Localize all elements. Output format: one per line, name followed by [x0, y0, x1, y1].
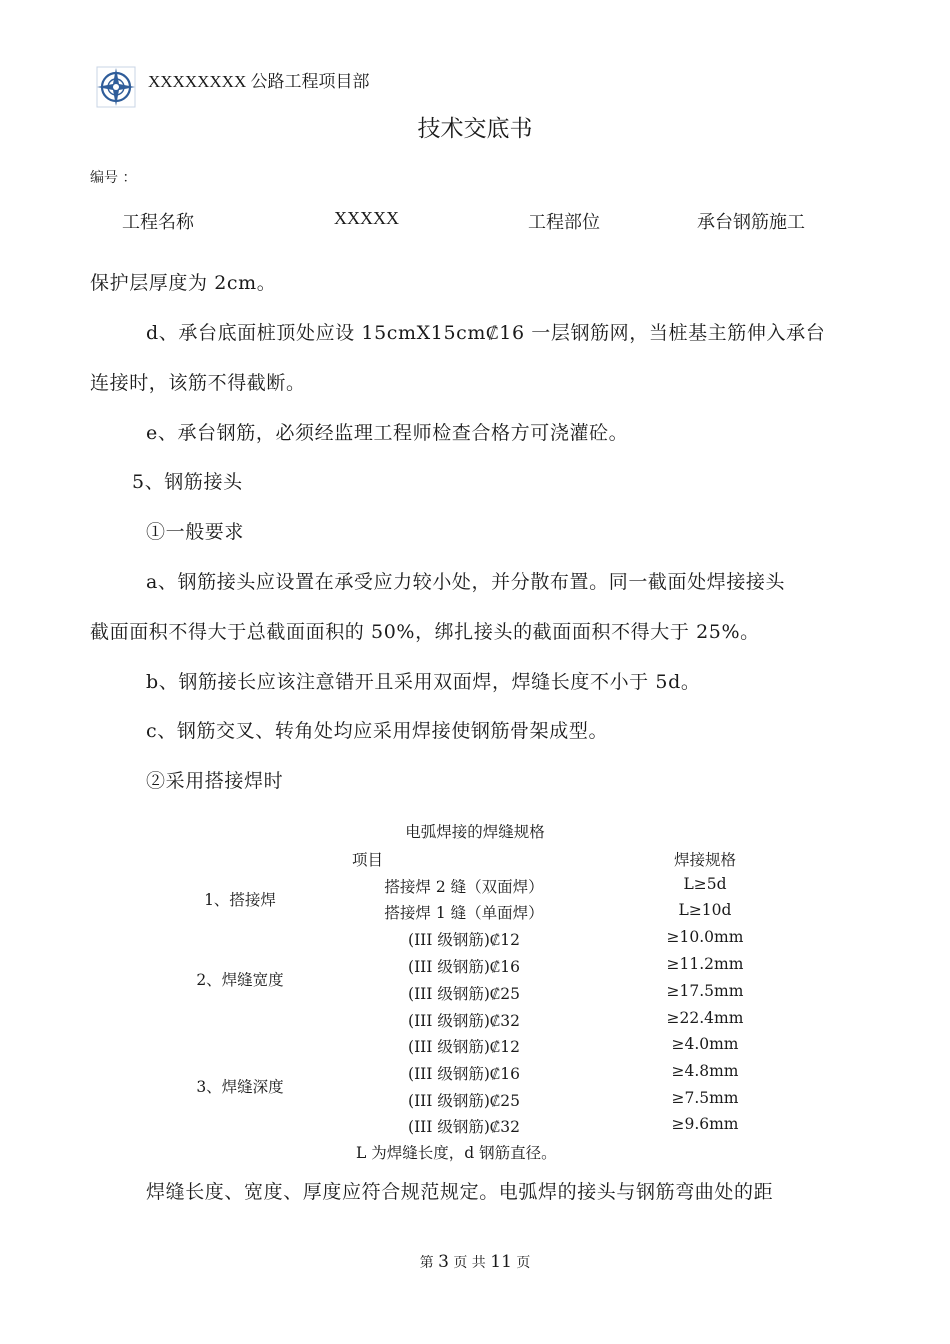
paragraph-e: e、承台钢筋，必须经监理工程师检查合格方可浇灌砼。 [146, 422, 629, 444]
table-cell-item: 搭接焊 2 缝（双面焊） [384, 878, 544, 896]
paragraph-a-line1: a、钢筋接头应设置在承受应力较小处，并分散布置。同一截面处焊接接头 [146, 571, 786, 593]
table-cell-spec: ≥7.5mm [671, 1089, 739, 1107]
page-footer [0, 1252, 950, 1272]
footer-suffix: 页 [516, 1255, 531, 1271]
table-cell-spec: ≥9.6mm [671, 1115, 739, 1133]
table-cell-item: (III 级钢筋)₡16 [408, 958, 520, 976]
section-heading-5: 5、钢筋接头 [132, 471, 243, 493]
table-group-label: 2、焊缝宽度 [196, 971, 284, 989]
table-header-spec: 焊接规格 [673, 851, 736, 869]
footer-prefix: 第 [419, 1255, 434, 1271]
table-cell-item: 搭接焊 1 缝（单面焊） [384, 904, 544, 922]
org-name: XXXXXXXX 公路工程项目部 [148, 72, 370, 91]
paragraph-d-line1: d、承台底面桩顶处应设 15cmX15cm₡16 一层钢筋网，当桩基主筋伸入承台 [146, 322, 826, 344]
table-cell-item: (III 级钢筋)₡32 [408, 1118, 520, 1136]
table-cell-spec: ≥17.5mm [666, 982, 744, 1000]
table-cell-item: (III 级钢筋)₡32 [408, 1012, 520, 1030]
table-cell-spec: L≥10d [678, 901, 732, 919]
document-title: 技术交底书 [417, 116, 533, 142]
company-logo [96, 66, 136, 108]
footer-mid: 页 共 [453, 1255, 486, 1271]
table-cell-spec: ≥11.2mm [666, 955, 744, 973]
current-page-number: 3 [438, 1252, 449, 1272]
table-cell-item: (III 级钢筋)₡12 [408, 1038, 520, 1056]
paragraph-cover-thickness: 保护层厚度为 2cm。 [90, 272, 277, 294]
table-cell-item: (III 级钢筋)₡16 [408, 1065, 520, 1083]
serial-number-label: 编号 ： [90, 170, 137, 186]
table-cell-spec: ≥4.0mm [671, 1035, 739, 1053]
table-cell-spec: ≥10.0mm [666, 928, 744, 946]
subheading-lap-weld: ②采用搭接焊时 [146, 770, 284, 792]
project-part-label: 工程部位 [528, 212, 600, 233]
table-caption: 电弧焊接的焊缝规格 [405, 823, 545, 841]
table-cell-item: (III 级钢筋)₡12 [408, 931, 520, 949]
table-cell-spec: L≥5d [683, 875, 727, 893]
subheading-general: ①一般要求 [146, 521, 245, 543]
table-note: L 为焊缝长度，d 钢筋直径。 [356, 1144, 557, 1162]
table-cell-item: (III 级钢筋)₡25 [408, 985, 520, 1003]
paragraph-b: b、钢筋接长应该注意错开且采用双面焊，焊缝长度不小于 5d。 [146, 671, 701, 693]
table-group-label: 3、焊缝深度 [196, 1078, 284, 1096]
table-cell-item: (III 级钢筋)₡25 [408, 1092, 520, 1110]
project-name-label: 工程名称 [122, 212, 194, 233]
paragraph-d-line2: 连接时，该筋不得截断。 [90, 372, 306, 394]
total-pages-number: 11 [490, 1252, 512, 1272]
table-group-label: 1、搭接焊 [204, 891, 276, 909]
table-cell-spec: ≥4.8mm [671, 1062, 739, 1080]
paragraph-a-line2: 截面面积不得大于总截面面积的 50%，绑扎接头的截面面积不得大于 25%。 [90, 621, 760, 643]
paragraph-weld-length: 焊缝长度、宽度、厚度应符合规范规定。电弧焊的接头与钢筋弯曲处的距 [146, 1181, 774, 1203]
table-cell-spec: ≥22.4mm [666, 1009, 744, 1027]
project-name-value: XXXXX [334, 208, 399, 228]
paragraph-c: c、钢筋交叉、转角处均应采用焊接使钢筋骨架成型。 [146, 720, 609, 742]
project-part-value: 承台钢筋施工 [697, 212, 805, 233]
table-header-item: 项目 [352, 851, 384, 869]
